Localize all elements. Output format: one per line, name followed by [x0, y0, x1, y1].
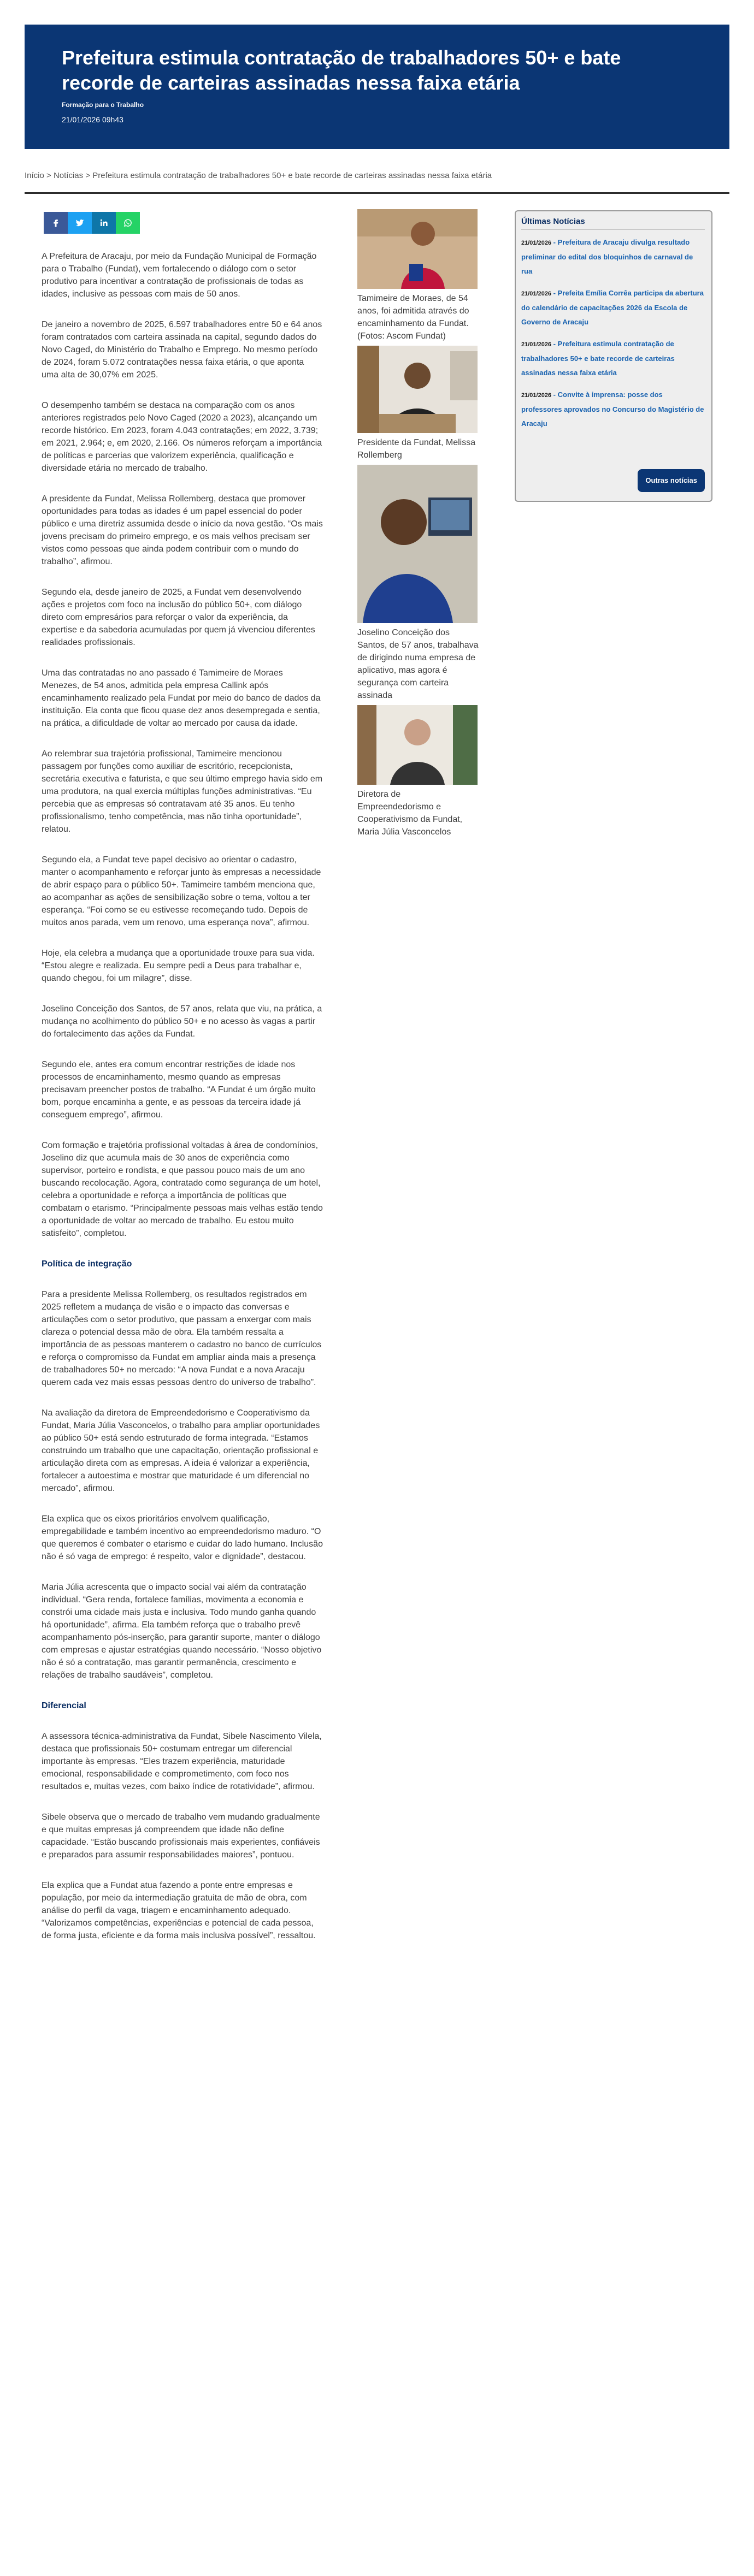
- photo-maria-julia[interactable]: [357, 705, 478, 785]
- linkedin-icon: [99, 218, 109, 228]
- article-paragraph: Segundo ela, desde janeiro de 2025, a Fundat vem desenvolvendo ações e projetos com foco na inclusão do público 50+, com diálogo direto com empresários para reforçar o valor da experiência, da expertise e da sabedoria acumuladas por quem já vivenciou diferentes realidades profissionais.: [42, 588, 315, 647]
- article-paragraph: Segundo ele, antes era comum encontrar restrições de idade nos processos de encaminhamento, mesmo quando as empresas precisavam preencher postos de trabalho. “A Fundat é um órgão muito bom, porque encaminha a gente, e as pessoas da terceira idade já conseguem emprego”, afirmou.: [42, 1060, 316, 1120]
- article-header: [25, 25, 729, 149]
- whatsapp-share-button[interactable]: [116, 212, 140, 234]
- twitter-share-button[interactable]: [68, 212, 92, 234]
- breadcrumb-home[interactable]: Início: [25, 171, 44, 180]
- photo-caption: Presidente da Fundat, Melissa Rollemberg: [357, 438, 476, 460]
- article-paragraph: Na avaliação da diretora de Empreendedorismo e Cooperativismo da Fundat, Maria Júlia Vasconcelos, o trabalho para ampliar oportunidades ao público 50+ está sendo estruturado de forma integrada. “Estamos construindo um trabalho que une capacitação, orientação profissional e articulação direta com as empresas. A ideia é valorizar a experiência, fortalecer a autoestima e mostrar que maturidade é um diferencial no mercado”, afirmou.: [42, 1408, 320, 1493]
- breadcrumb: [25, 171, 492, 180]
- news-item[interactable]: 21/01/2026 - Prefeita Emília Corrêa participa da abertura do calendário de capacitações 2026 da Escola de Governo de Aracaju: [521, 289, 704, 326]
- more-news-button[interactable]: Outras notícias: [638, 469, 705, 492]
- section-heading: Política de integração: [42, 1259, 132, 1269]
- article-paragraph: A Prefeitura de Aracaju, por meio da Fundação Municipal de Formação para o Trabalho (Fundat), vem fortalecendo o diálogo com o setor produtivo para incentivar a contratação de profissionais de todas as idades, inclusive as pessoas com mais de 50 anos.: [42, 252, 317, 299]
- news-link[interactable]: Prefeitura de Aracaju divulga resultado preliminar do edital dos bloquinhos de carnaval de rua: [521, 238, 693, 275]
- portrait-man-icon: [357, 465, 478, 623]
- breadcrumb-news[interactable]: Notícias: [53, 171, 84, 180]
- photo-melissa[interactable]: [357, 346, 478, 433]
- news-link[interactable]: Prefeitura estimula contratação de trabalhadores 50+ e bate recorde de carteiras assinadas nessa faixa etária: [521, 340, 675, 377]
- breadcrumb-separator: >: [44, 171, 54, 180]
- photo-joselino[interactable]: [357, 465, 478, 623]
- news-link[interactable]: Prefeita Emília Corrêa participa da abertura do calendário de capacitações 2026 da Escola de Governo de Aracaju: [521, 289, 704, 326]
- header-divider: [25, 192, 729, 194]
- divider: [521, 229, 705, 230]
- share-buttons: [44, 212, 140, 234]
- whatsapp-icon: [123, 218, 133, 228]
- news-item[interactable]: 21/01/2026 - Prefeitura estimula contratação de trabalhadores 50+ e bate recorde de carteiras assinadas nessa faixa etária: [521, 340, 675, 377]
- article-paragraph: O desempenho também se destaca na comparação com os anos anteriores registrados pelo Novo Caged (2020 a 2023), alcançando um recorde histórico. Em 2023, foram 4.043 contratações; em 2022, 3.739; em 2021, 2.964; e, em 2020, 2.166. Os números reforçam a importância de políticas e parcerias que valorizem experiência, qualificação e diversidade etária no mercado de trabalho.: [42, 401, 322, 473]
- photo-tamimeire[interactable]: [357, 209, 478, 289]
- portrait-woman-icon: [357, 209, 478, 289]
- article-paragraph: A assessora técnica-administrativa da Fundat, Sibele Nascimento Vilela, destaca que profissionais 50+ costumam entregar um diferencial importante às empresas. “Eles trazem experiência, maturidade emocional, responsabilidade e comprometimento, com foco nos resultados e, muitas vezes, com baixo índice de rotatividade”, afirmou.: [42, 1732, 322, 1791]
- article-paragraph: Ela explica que a Fundat atua fazendo a ponte entre empresas e população, por meio da intermediação gratuita de mão de obra, com análise do perfil da vaga, triagem e encaminhamento adequado. “Valorizamos competências, experiências e potencial de cada pessoa, de forma justa, eficiente e da forma mais inclusiva possível”, ressaltou.: [42, 1881, 316, 1940]
- latest-news-title: Últimas Notícias: [521, 217, 585, 226]
- news-date: 21/01/2026: [521, 341, 552, 348]
- portrait-woman-icon: [357, 346, 478, 433]
- linkedin-share-button[interactable]: [92, 212, 116, 234]
- article-paragraph: A presidente da Fundat, Melissa Rollemberg, destaca que promover oportunidades para todas as idades é um papel essencial do poder público e uma diretriz assumida desde o início da nova gestão. “Os mais jovens precisam do primeiro emprego, e os mais velhos precisam ser vistos como pessoas que ainda podem contribuir com o mundo do trabalho”, afirmou.: [42, 494, 323, 566]
- article-paragraph: Maria Júlia acrescenta que o impacto social vai além da contratação individual. “Gera renda, fortalece famílias, movimenta a economia e constrói uma cidade mais justa e inclusiva. Todo mundo ganha quando há oportunidade”, afirma. Ela também reforça que o trabalho prevê acompanhamento pós-inserção, para garantir suporte, manter o diálogo com empresas e ajustar estratégias quando necessário. “Nosso objetivo não é só a contratação, mas garantir permanência, crescimento e relações de trabalho saudáveis”, completou.: [42, 1583, 322, 1680]
- photo-caption: Joselino Conceição dos Santos, de 57 anos, trabalhava de dirigindo numa empresa de aplicativo, mas agora é segurança com carteira assinada: [357, 628, 479, 700]
- article-paragraph: Para a presidente Melissa Rollemberg, os resultados registrados em 2025 refletem a mudança de visão e o impacto das conversas e articulações com o setor produtivo, que passam a enxergar com mais clareza o potencial dessa mão de obra. Ela também ressalta a importância de as pessoas manterem o cadastro no banco de currículos e reforça o compromisso da Fundat em ampliar ainda mais a presença de trabalhadores 50+ no mercado: “A nova Fundat e a nova Aracaju querem cada vez mais essas pessoas dentro do universo de trabalho”.: [42, 1290, 322, 1387]
- article-paragraph: Segundo ela, a Fundat teve papel decisivo ao orientar o cadastro, manter o acompanhamento e reforçar junto às empresas a necessidade de abrir espaço para o público 50+. Tamimeire também menciona que, ao acompanhar as ações de sensibilização sobre o tema, voltou a ter esperança. “Foi como se eu estivesse recomeçando tudo. Depois de muitos anos parada, vem um renovo, uma esperança nova”, afirmou.: [42, 855, 321, 927]
- article-title: Prefeitura estimula contratação de trabalhadores 50+ e bate recorde de carteiras assinadas nessa faixa etária: [62, 46, 621, 94]
- article-date: 21/01/2026 09h43: [62, 115, 123, 124]
- latest-news-panel: [515, 210, 712, 502]
- article-body: [42, 250, 323, 1960]
- news-date: 21/01/2026: [521, 392, 552, 399]
- article-paragraph: Com formação e trajetória profissional voltadas à área de condomínios, Joselino diz que acumula mais de 30 anos de experiência como supervisor, porteiro e rondista, e que passou pouco mais de um ano buscando recolocação. Agora, contratado como segurança de um hotel, celebra a oportunidade e reforça a importância de políticas que combatam o etarismo. “Principalmente pessoas mais velhas estão tendo a oportunidade de voltar ao mercado de trabalho. Eu estou muito satisfeito”, completou.: [42, 1141, 323, 1238]
- article-paragraph: Hoje, ela celebra a mudança que a oportunidade trouxe para sua vida. “Estou alegre e realizada. Eu sempre pedi a Deus para trabalhar e, quando chegou, foi um milagre”, disse.: [42, 949, 315, 983]
- portrait-woman-icon: [357, 705, 478, 785]
- news-item[interactable]: 21/01/2026 - Convite à imprensa: posse dos professores aprovados no Concurso do Magistério de Aracaju: [521, 390, 704, 428]
- article-paragraph: Joselino Conceição dos Santos, de 57 anos, relata que viu, na prática, a mudança no acolhimento do público 50+ e no acesso às vagas a partir do fortalecimento das ações da Fundat.: [42, 1004, 322, 1039]
- news-date: 21/01/2026: [521, 240, 552, 246]
- photo-caption: Diretora de Empreendedorismo e Cooperativismo da Fundat, Maria Júlia Vasconcelos: [357, 790, 463, 837]
- article-paragraph: Uma das contratadas no ano passado é Tamimeire de Moraes Menezes, de 54 anos, admitida pela empresa Callink após encaminhamento realizado pela Fundat por meio do banco de dados da instituição. Ela conta que ficou quase dez anos desempregada e sentia, na prática, a dificuldade de voltar ao mercado por causa da idade.: [42, 668, 321, 728]
- facebook-share-button[interactable]: [44, 212, 68, 234]
- breadcrumb-separator: >: [83, 171, 93, 180]
- article-paragraph: Sibele observa que o mercado de trabalho vem mudando gradualmente e que muitas empresas já compreendem que idade não define capacidade. “Estão buscando profissionais mais experientes, confiáveis e preparados para assumir responsabilidades maiores”, pontuou.: [42, 1813, 320, 1860]
- breadcrumb-current: Prefeitura estimula contratação de trabalhadores 50+ e bate recorde de carteiras assinadas nessa faixa etária: [92, 171, 492, 180]
- news-link[interactable]: Convite à imprensa: posse dos professores aprovados no Concurso do Magistério de Aracaju: [521, 390, 704, 428]
- article-paragraph: De janeiro a novembro de 2025, 6.597 trabalhadores entre 50 e 64 anos foram contratados com carteira assinada na capital, segundo dados do Novo Caged, do Ministério do Trabalho e Emprego. No mesmo período de 2024, foram 5.072 contratações nessa faixa etária, o que aponta uma alta de 30,07% em 2025.: [42, 320, 322, 380]
- section-heading: Diferencial: [42, 1701, 86, 1710]
- news-date: 21/01/2026: [521, 291, 552, 297]
- news-item[interactable]: 21/01/2026 - Prefeitura de Aracaju divulga resultado preliminar do edital dos bloquinhos de carnaval de rua: [521, 238, 693, 275]
- photo-gallery: [357, 209, 479, 842]
- photo-caption: Tamimeire de Moraes, de 54 anos, foi admitida através do encaminhamento da Fundat. (Fotos: Ascom Fundat): [357, 294, 469, 341]
- article-category[interactable]: Formação para o Trabalho: [62, 101, 144, 109]
- twitter-icon: [75, 218, 85, 228]
- article-paragraph: Ela explica que os eixos prioritários envolvem qualificação, empregabilidade e também incentivo ao empreendedorismo maduro. “O que queremos é combater o etarismo e cuidar do lado humano. Inclusão não é só vaga de emprego: é respeito, valor e dignidade”, destacou.: [42, 1514, 323, 1561]
- facebook-icon: [51, 218, 61, 228]
- article-paragraph: Ao relembrar sua trajetória profissional, Tamimeire mencionou passagem por funções como auxiliar de escritório, recepcionista, secretária executiva e faturista, e que seu último emprego havia sido em uma produtora, na qual exercia múltiplas funções administrativas. “Eu percebia que as empresas só contratavam até 35 anos. Eu tenho profissionalismo, tenho competência, mas não tinha oportunidade”, relatou.: [42, 749, 323, 834]
